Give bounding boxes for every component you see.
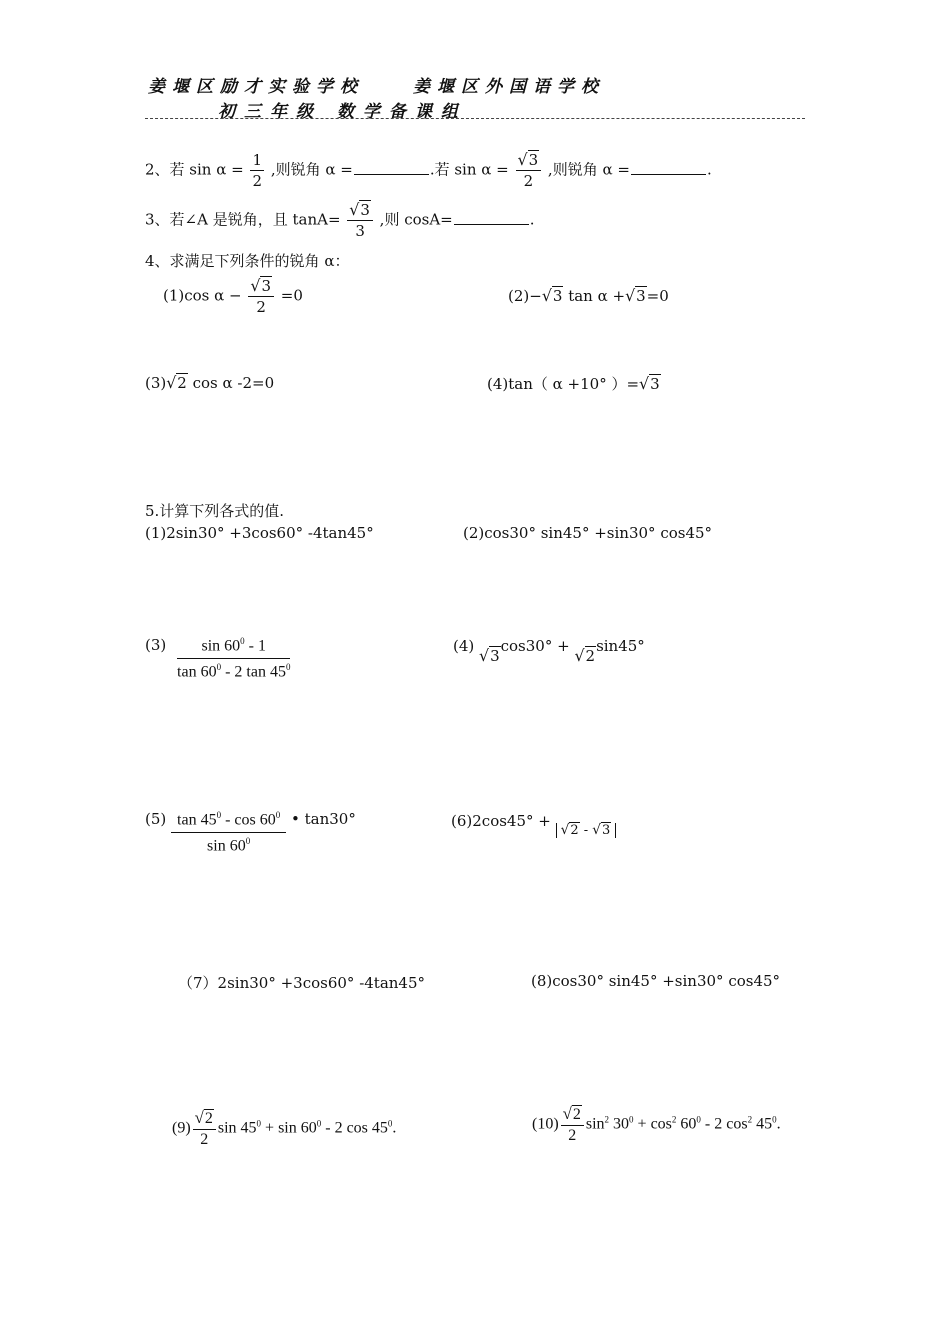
fraction-sqrt3-over-2: $\frac{√3}{2}$ xyxy=(516,150,542,191)
answer-blank[interactable] xyxy=(454,210,529,225)
sqrt-3: √3 xyxy=(479,646,500,665)
absolute-value: √2 - √3 xyxy=(556,823,617,838)
school-name-2: 姜堰区外国语学校 xyxy=(413,77,605,97)
question-5-part-10: (10) $\frac{√2}{2}$ $\sin^2 30^0 + \cos^2 60^0 - 2$ $\cos^2 45^0$. xyxy=(532,1104,781,1144)
sqrt-3: √3 xyxy=(639,374,660,393)
question-5-part-8: (8)cos30° sin45° +sin30° cos45° xyxy=(531,972,781,990)
fraction-sqrt2-over-2: $\frac{√2}{2}$ xyxy=(193,1108,216,1150)
question-5-part-1: (1)2sin30° +3cos60° -4tan45° xyxy=(145,524,374,542)
question-5-part-5: (5) $\frac{\tan 45^0 - \cos 60^0}{\sin 60^0}$ • tan30° xyxy=(145,810,356,855)
fraction-expression: $\frac{\tan 45^0 - \cos 60^0}{\sin 60^0}$ xyxy=(171,810,286,856)
question-4-title: 4、求满足下列条件的锐角 α： xyxy=(145,252,350,270)
question-3: 3、若∠A 是锐角，且 tanA= $\frac{√3}{3}$ ,则 cosA= . xyxy=(145,200,535,240)
question-4-part-4: (4)tan（ α +10° ）=√3 xyxy=(487,374,660,393)
divider xyxy=(145,118,805,119)
question-5-title: 5.计算下列各式的值. xyxy=(145,502,285,520)
sqrt-2: √2 xyxy=(166,373,187,392)
sqrt-3: √3 xyxy=(541,286,563,305)
fraction-expression: $\frac{\sin 60^0 - 1}{\tan 60^0 - 2 \tan 45^0}$ xyxy=(177,636,291,681)
question-4-part-3: (3)√2 cos α -2=0 xyxy=(145,373,275,392)
sqrt-3: √3 xyxy=(625,286,646,305)
fraction-one-half: $\frac{1}{2}$ xyxy=(252,151,263,190)
subtitle: 初三年级 数学备课组 xyxy=(218,102,467,122)
answer-blank[interactable] xyxy=(631,160,706,175)
question-4-part-1: (1)cos α − $\frac{√3}{2}$ =0 xyxy=(163,276,303,316)
question-2: 2、若 sin α = $\frac{1}{2}$ ,则锐角 α = .若 sin α = $\frac{√3}{2}$ ,则锐角 α = . xyxy=(145,150,712,190)
question-5-part-6: (6)2cos45° + √2 - √3 xyxy=(451,812,616,830)
fraction-sqrt3-over-2: $\frac{√3}{2}$ xyxy=(248,276,274,317)
question-5-part-2: (2)cos30° sin45° +sin30° cos45° xyxy=(463,524,713,542)
question-5-part-7: （7）2sin30° +3cos60° -4tan45° xyxy=(178,974,426,992)
fraction-sqrt3-over-3: $\frac{√3}{3}$ xyxy=(347,200,373,241)
question-5-part-9: (9) $\frac{√2}{2}$ $\sin 45^0 + \sin 60^0 - 2$ $\cos 45^0$. xyxy=(172,1108,397,1148)
question-4-part-2: (2)−√3 tan α +√3=0 xyxy=(508,286,669,305)
question-5-part-3: (3) $\frac{\sin 60^0 - 1}{\tan 60^0 - 2 \tan 45^0}$ xyxy=(145,636,291,681)
sqrt-2: √2 xyxy=(574,646,596,665)
school-name-1: 姜堰区励才实验学校 xyxy=(148,77,364,97)
fraction-sqrt2-over-2: $\frac{√2}{2}$ xyxy=(561,1104,584,1146)
question-5-part-4: (4) √3cos30° + √2sin45° xyxy=(453,637,645,665)
answer-blank[interactable] xyxy=(354,160,429,175)
